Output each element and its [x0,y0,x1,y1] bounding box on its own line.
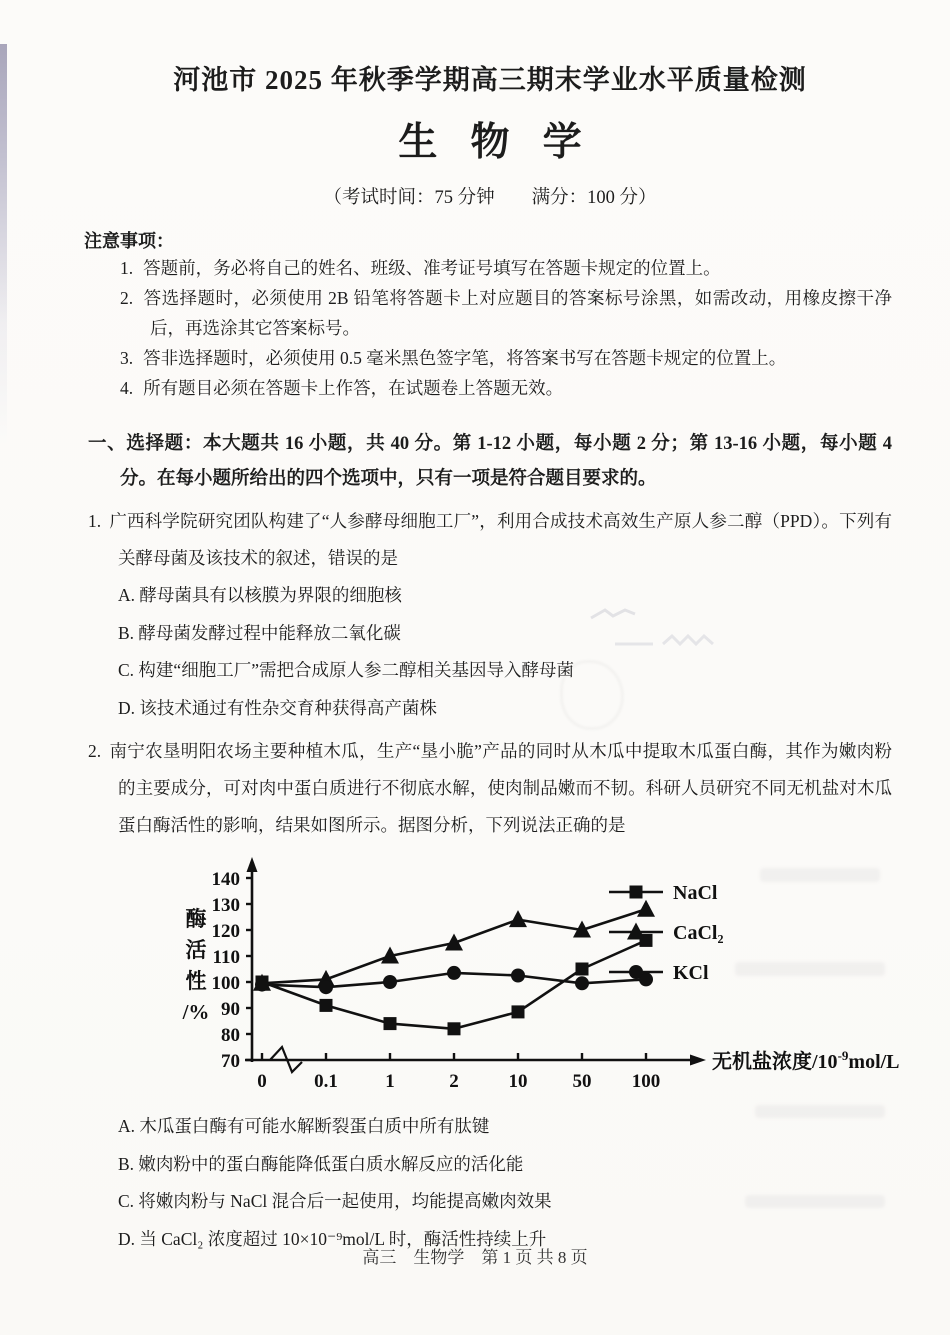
svg-text:酶: 酶 [185,907,207,931]
svg-text:CaCl₂: CaCl₂ [673,922,724,944]
svg-text:70: 70 [221,1051,240,1072]
svg-text:NaCl: NaCl [673,882,718,904]
question-2-option-b: B. 嫩肉粉中的蛋白酶能降低蛋白质水解反应的活化能 [118,1153,524,1174]
question-2-option-a: A. 木瓜蛋白酶有可能水解断裂蛋白质中所有肽键 [118,1116,490,1136]
question-text: 广西科学院研究团队构建了“人参酵母细胞工厂”，利用合成技术高效生产原人参二醇（PPD）。下列有关酵母菌及该技术的叙述，错误的是 [109,511,892,568]
svg-text:50: 50 [572,1071,592,1092]
svg-text:90: 90 [221,999,240,1020]
svg-text:10: 10 [508,1071,528,1092]
notice-item-3 [88,343,892,373]
svg-text:0: 0 [257,1071,267,1092]
notice-text: 答题前，务必将自己的姓名、班级、准考证号填写在答题卡规定的位置上。 [143,258,721,278]
svg-text:0.1: 0.1 [314,1071,338,1092]
question-1-option-b: B. 酵母菌发酵过程中能释放二氧化碳 [118,622,401,643]
notice-number: 3. [120,348,134,368]
notice-title: 注意事项： [84,231,174,251]
svg-text:KCl: KCl [673,962,709,984]
question-2 [88,733,900,1258]
svg-text:1: 1 [385,1071,395,1092]
question-2-option-d: D. 当 CaCl₂ 浓度超过 10×10⁻⁹mol/L 时，酶活性持续上升 [118,1228,547,1249]
notice-text: 答选择题时，必须使用 2B 铅笔将答题卡上对应题目的答案标号涂黑，如需改动，用橡皮擦干净后，再选涂其它答案标号。 [143,288,892,338]
subject-title: 生 物 学 [398,121,594,164]
svg-text:/%: /% [182,1000,210,1024]
notice-item-2 [88,283,892,343]
svg-text:140: 140 [211,869,240,890]
svg-text:2: 2 [449,1071,459,1092]
svg-text:110: 110 [212,947,240,968]
notice-number: 1. [120,258,134,278]
notice-text: 答非选择题时，必须使用 0.5 毫米黑色签字笔，将答案书写在答题卡规定的位置上。 [143,348,787,368]
section-heading-choice: 一、选择题：本大题共 16 小题，共 40 分。第 1-12 小题，每小题 2 分；第 13-16 小题，每小题 4 分。在每小题所给出的四个选项中，只有一项是符合题目要求的。 [88,434,892,489]
question-1-option-d: D. 该技术通过有性杂交育种获得高产菌株 [118,697,437,718]
question-text: 南宁农垦明阳农场主要种植木瓜，生产“垦小脆”产品的同时从木瓜中提取木瓜蛋白酶，其作为嫩肉粉的主要成分，可对肉中蛋白质进行不彻底水解，使肉制品嫩而不韧。科研人员研究不同无机盐对木瓜蛋白酶活性的影响，结果如图所示。据图分析，下列说法正确的是 [109,741,892,835]
enzyme-activity-chart-svg [144,852,934,1104]
notice-item-4 [88,373,892,403]
svg-text:性: 性 [185,969,207,993]
page-footer: 高三 生物学 第 1 页 共 8 页 [362,1248,588,1267]
scan-edge-artifact [0,44,7,444]
question-2-option-c: C. 将嫩肉粉与 NaCl 混合后一起使用，均能提高嫩肉效果 [118,1191,552,1211]
notice-text: 所有题目必须在答题卡上作答，在试题卷上答题无效。 [143,378,564,398]
notice-item-1 [88,253,892,283]
svg-text:80: 80 [221,1025,240,1046]
question-1-option-a: A. 酵母菌具有以核膜为界限的细胞核 [118,585,402,605]
notice-number: 4. [120,378,134,398]
question-1-stem [88,503,892,577]
svg-text:活: 活 [185,938,207,962]
question-number: 2. [88,741,102,761]
exam-info: （考试时间：75 分钟 满分：100 分） [323,188,657,208]
svg-text:130: 130 [211,895,240,916]
notice-number: 2. [120,288,134,308]
exam-header [88,58,892,209]
question-number: 1. [88,511,102,531]
enzyme-activity-chart [144,852,934,1104]
svg-text:无机盐浓度/10-9mol/L: 无机盐浓度$/10^{-9}mol/L$ [712,1048,900,1073]
question-1 [88,503,892,727]
svg-text:100: 100 [631,1071,661,1092]
question-2-stem [88,733,892,844]
notice-section [84,227,892,403]
svg-text:120: 120 [211,921,240,942]
svg-text:100: 100 [211,973,240,994]
exam-title: 河池市 2025 年秋季学期高三期末学业水平质量检测 [173,65,807,95]
question-1-option-c: C. 构建“细胞工厂”需把合成原人参二醇相关基因导入酵母菌 [118,660,574,680]
